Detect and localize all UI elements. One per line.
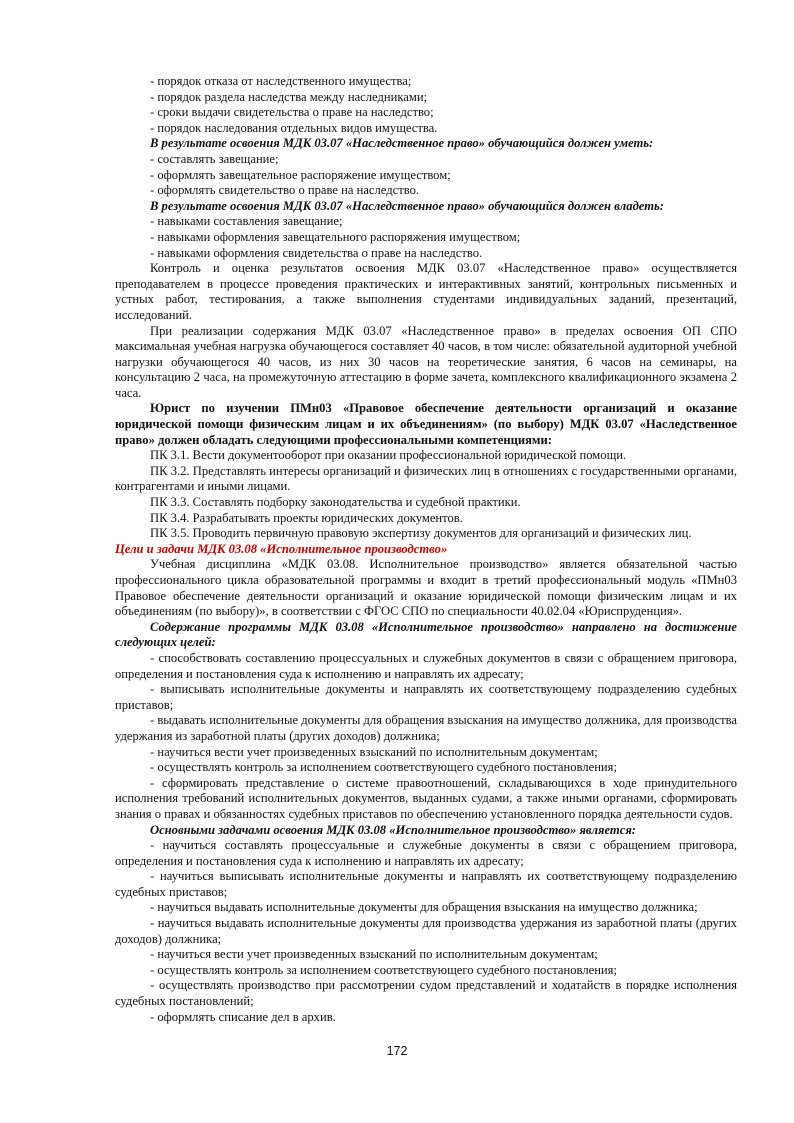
paragraph-ucheb: Учебная дисциплина «МДК 03.08. Исполнительное производство» является обязательной частью профессионального цикла образовательной программы и входит в третий профессиональный модуль «ПМн03 Правовое обеспечение деятельности организаций и оказание юридической помощи физическим лицам и их объединениям (по выбору)», в соответствии с ФГОС СПО по специальности 40.02.04 «Юриспруденция».: [115, 557, 737, 619]
list-item: - оформлять свидетельство о праве на наследство.: [150, 183, 420, 198]
list-item: - осуществлять контроль за исполнением соответствующего судебного постановления;: [150, 962, 617, 977]
list-item: - научиться вести учет произведенных взысканий по исполнительным документам;: [150, 744, 598, 759]
section-heading-zadachi: Основными задачами освоения МДК 03.08 «Исполнительное производство» является:: [150, 822, 637, 837]
list-item: - осуществлять контроль за исполнением соответствующего судебного постановления;: [150, 760, 617, 775]
list-item: - порядок отказа от наследственного имущества;: [150, 74, 412, 88]
list-item: - научиться выдавать исполнительные документы для производства удержания из заработной платы (других доходов) должника;: [115, 916, 737, 946]
list-item: - способствовать составлению процессуальных и служебных документов в связи с обращением приговора, определения и постановления суда к исполнению и направлять их адресату;: [115, 650, 737, 681]
paragraph-competencies: Юрист по изучении ПМн03 «Правовое обеспечение деятельности организаций и оказание юридической помощи физическим лицам и их объединениям» (по выбору) МДК 03.07 «Наследственное право» должен обладать следующими профессиональными компетенциями:: [115, 401, 737, 447]
list-item: - оформлять списание дел в архив.: [150, 1009, 336, 1024]
list-item: - навыками оформления свидетельства о праве на наследство.: [150, 245, 483, 260]
paragraph-realizaciya: При реализации содержания МДК 03.07 «Наследственное право» в пределах освоения ОП СПО максимальная учебная нагрузка обучающегося составляет 40 часов, в том числе: обязательной аудиторной учебной нагрузки обучающегося 40 часов, из них 30 часов на теоретические занятия, 6 часов на семинары, на консультацию 2 часа, на промежуточную аттестацию в форме зачета, комплексного квалификационного экзамена 2 часа.: [115, 323, 737, 400]
list-item: - составлять завещание;: [150, 151, 279, 166]
page-number: 172: [386, 1044, 408, 1058]
competency-item: ПК 3.1. Вести документооборот при оказании профессиональной юридической помощи.: [150, 448, 627, 463]
competency-item: ПК 3.4. Разрабатывать проекты юридических документов.: [150, 510, 463, 525]
list-item: - выписывать исполнительные документы и направлять их соответствующему подразделению судебных приставов;: [115, 682, 737, 712]
list-item: - навыками составления завещание;: [150, 214, 343, 229]
section-heading-umet: В результате освоения МДК 03.07 «Наследственное право» обучающийся должен уметь:: [150, 136, 654, 151]
list-item: - выдавать исполнительные документы для обращения взыскания на имущество должника, для производства удержания из заработной платы (других доходов) должника;: [115, 713, 737, 743]
list-item: - сформировать представление о системе правоотношений, складывающихся в ходе принудительного исполнения требований исполнительных документов, выданных судами, а также иными органами, сформировать знания о правах и обязанностях судебных приставов по обеспечению установленного порядка деятельности судов.: [115, 775, 737, 821]
list-item: - оформлять завещательное распоряжение имуществом;: [150, 167, 451, 182]
list-item: - порядок раздела наследства между наследниками;: [150, 89, 428, 104]
section-title-celi: Цели и задачи МДК 03.08 «Исполнительное производство»: [115, 541, 448, 556]
document-page: [115, 74, 737, 1025]
list-item: - порядок наследования отдельных видов имущества.: [150, 120, 438, 135]
paragraph-kontrol: Контроль и оценка результатов освоения МДК 03.07 «Наследственное право» осуществляется преподавателем в процессе проведения практических и интерактивных занятий, контрольных письменных и устных работ, тестирования, а также выполнения студентами индивидуальных заданий, презентаций, исследований.: [115, 261, 737, 322]
competency-item: ПК 3.5. Проводить первичную правовую экспертизу документов для организаций и физических лиц.: [150, 526, 692, 541]
section-heading-soderzhanie: Содержание программы МДК 03.08 «Исполнительное производство» направлено на достижение следующих целей:: [115, 619, 737, 650]
list-item: - научиться выписывать исполнительные документы и направлять их соответствующему подразделению судебных приставов;: [115, 869, 737, 899]
competency-item: ПК 3.3. Составлять подборку законодательства и судебной практики.: [150, 495, 521, 510]
list-item: - осуществлять производство при рассмотрении судом представлений и ходатайств в порядке исполнения судебных постановлений;: [115, 978, 737, 1009]
section-heading-vladet: В результате освоения МДК 03.07 «Наследственное право» обучающийся должен владеть:: [150, 198, 664, 213]
list-item: - научиться составлять процессуальные и служебные документы в связи с обращением приговора, определения и постановления суда к исполнению и направлять их адресату;: [115, 838, 737, 868]
competency-item: ПК 3.2. Представлять интересы организаций и физических лиц в отношениях с государственными органами, контрагентами и иными лицами.: [115, 463, 737, 494]
list-item: - навыками оформления завещательного распоряжения имуществом;: [150, 229, 521, 244]
list-item: - научиться вести учет произведенных взысканий по исполнительным документам;: [150, 947, 598, 962]
list-item: - научиться выдавать исполнительные документы для обращения взыскания на имущество должника;: [150, 900, 698, 915]
list-item: - сроки выдачи свидетельства о праве на наследство;: [150, 105, 434, 120]
